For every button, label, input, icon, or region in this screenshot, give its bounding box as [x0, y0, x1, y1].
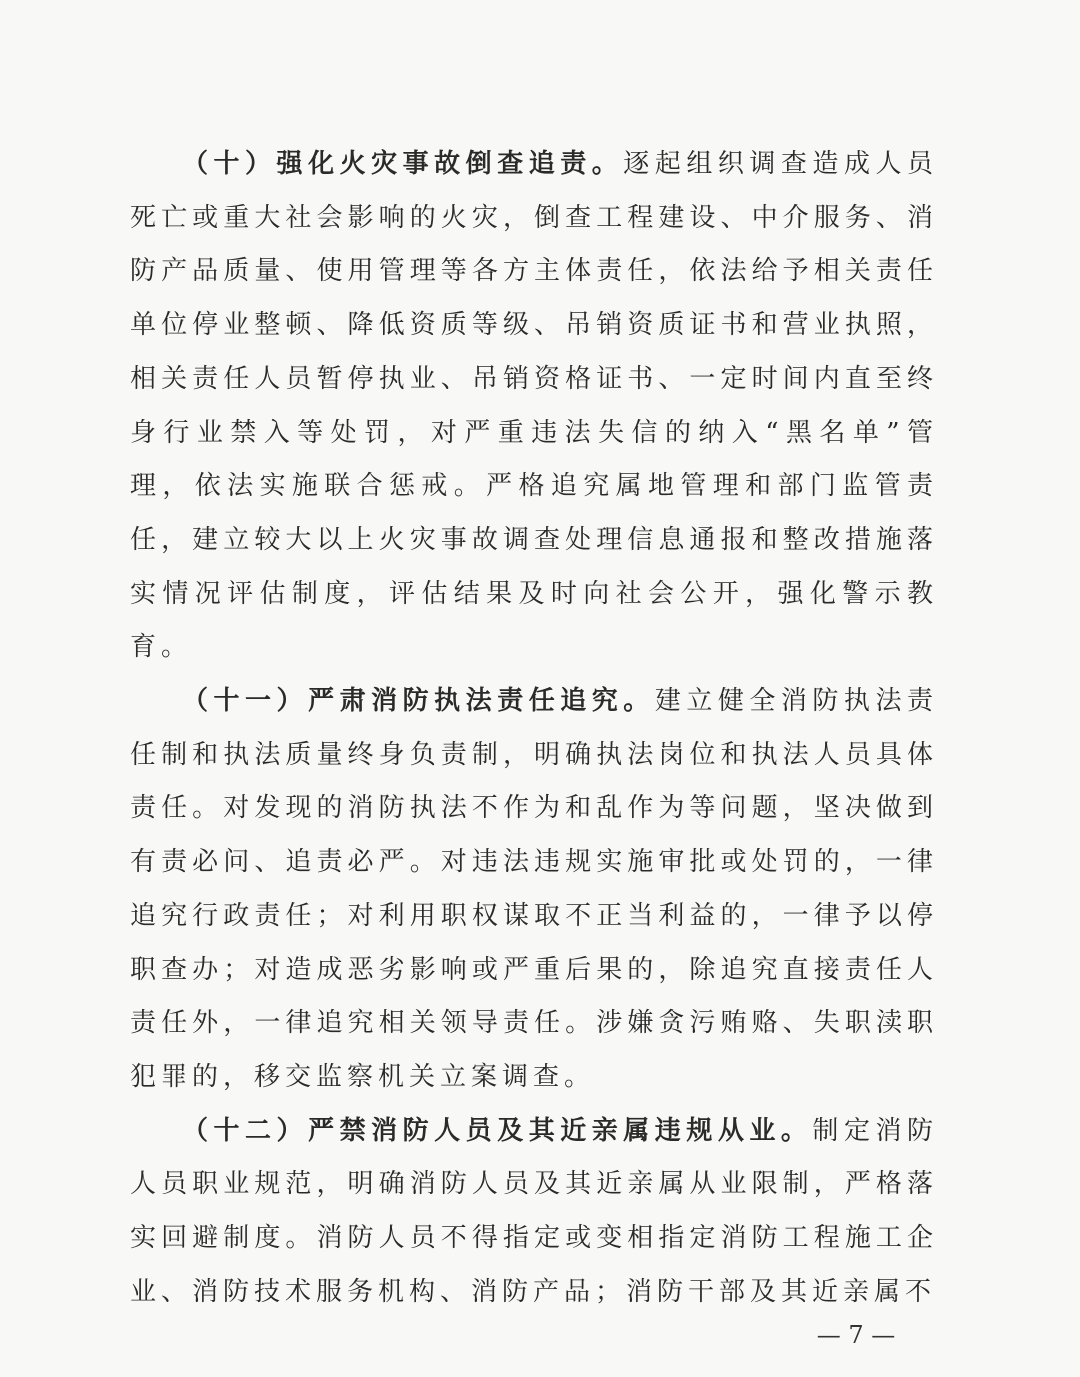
paragraph-11-heading: （十一）严肃消防执法责任追究。	[182, 686, 655, 717]
paragraph-11	[130, 675, 938, 1105]
paragraph-12-heading: （十二）严禁消防人员及其近亲属违规从业。	[182, 1115, 813, 1146]
paragraph-12-body: 制定消防人员职业规范，明确消防人员及其近亲属从业限制，严格落实回避制度。消防人员不得指定或变相指定消防工程施工企业、消防技术服务机构、消防产品；消防干部及其近亲属不	[130, 1115, 938, 1307]
paragraph-10	[130, 138, 938, 675]
paragraph-10-body: 逐起组织调查造成人员死亡或重大社会影响的火灾，倒查工程建设、中介服务、消防产品质量、使用管理等各方主体责任，依法给予相关责任单位停业整顿、降低资质等级、吊销资质证书和营业执照，相关责任人员暂停执业、吊销资格证书、一定时间内直至终身行业禁入等处罚，对严重违法失信的纳入“黑名单”管理，依法实施联合惩戒。严格追究属地管理和部门监管责任，建立较大以上火灾事故调查处理信息通报和整改措施落实情况评估制度，评估结果及时向社会公开，强化警示教育。	[130, 149, 938, 663]
paragraph-12	[130, 1105, 938, 1320]
paragraph-10-heading: （十）强化火灾事故倒查追责。	[182, 149, 624, 179]
paragraph-11-body: 建立健全消防执法责任制和执法质量终身负责制，明确执法岗位和执法人员具体责任。对发现的消防执法不作为和乱作为等问题，坚决做到有责必问、追责必严。对违法违规实施审批或处罚的，一律追究行政责任；对利用职权谋取不正当利益的，一律予以停职查办；对造成恶劣影响或严重后果的，除追究直接责任人责任外，一律追究相关领导责任。涉嫌贪污贿赂、失职渎职犯罪的，移交监察机关立案调查。	[130, 686, 938, 1092]
page-number: — 7 —	[816, 1321, 896, 1349]
